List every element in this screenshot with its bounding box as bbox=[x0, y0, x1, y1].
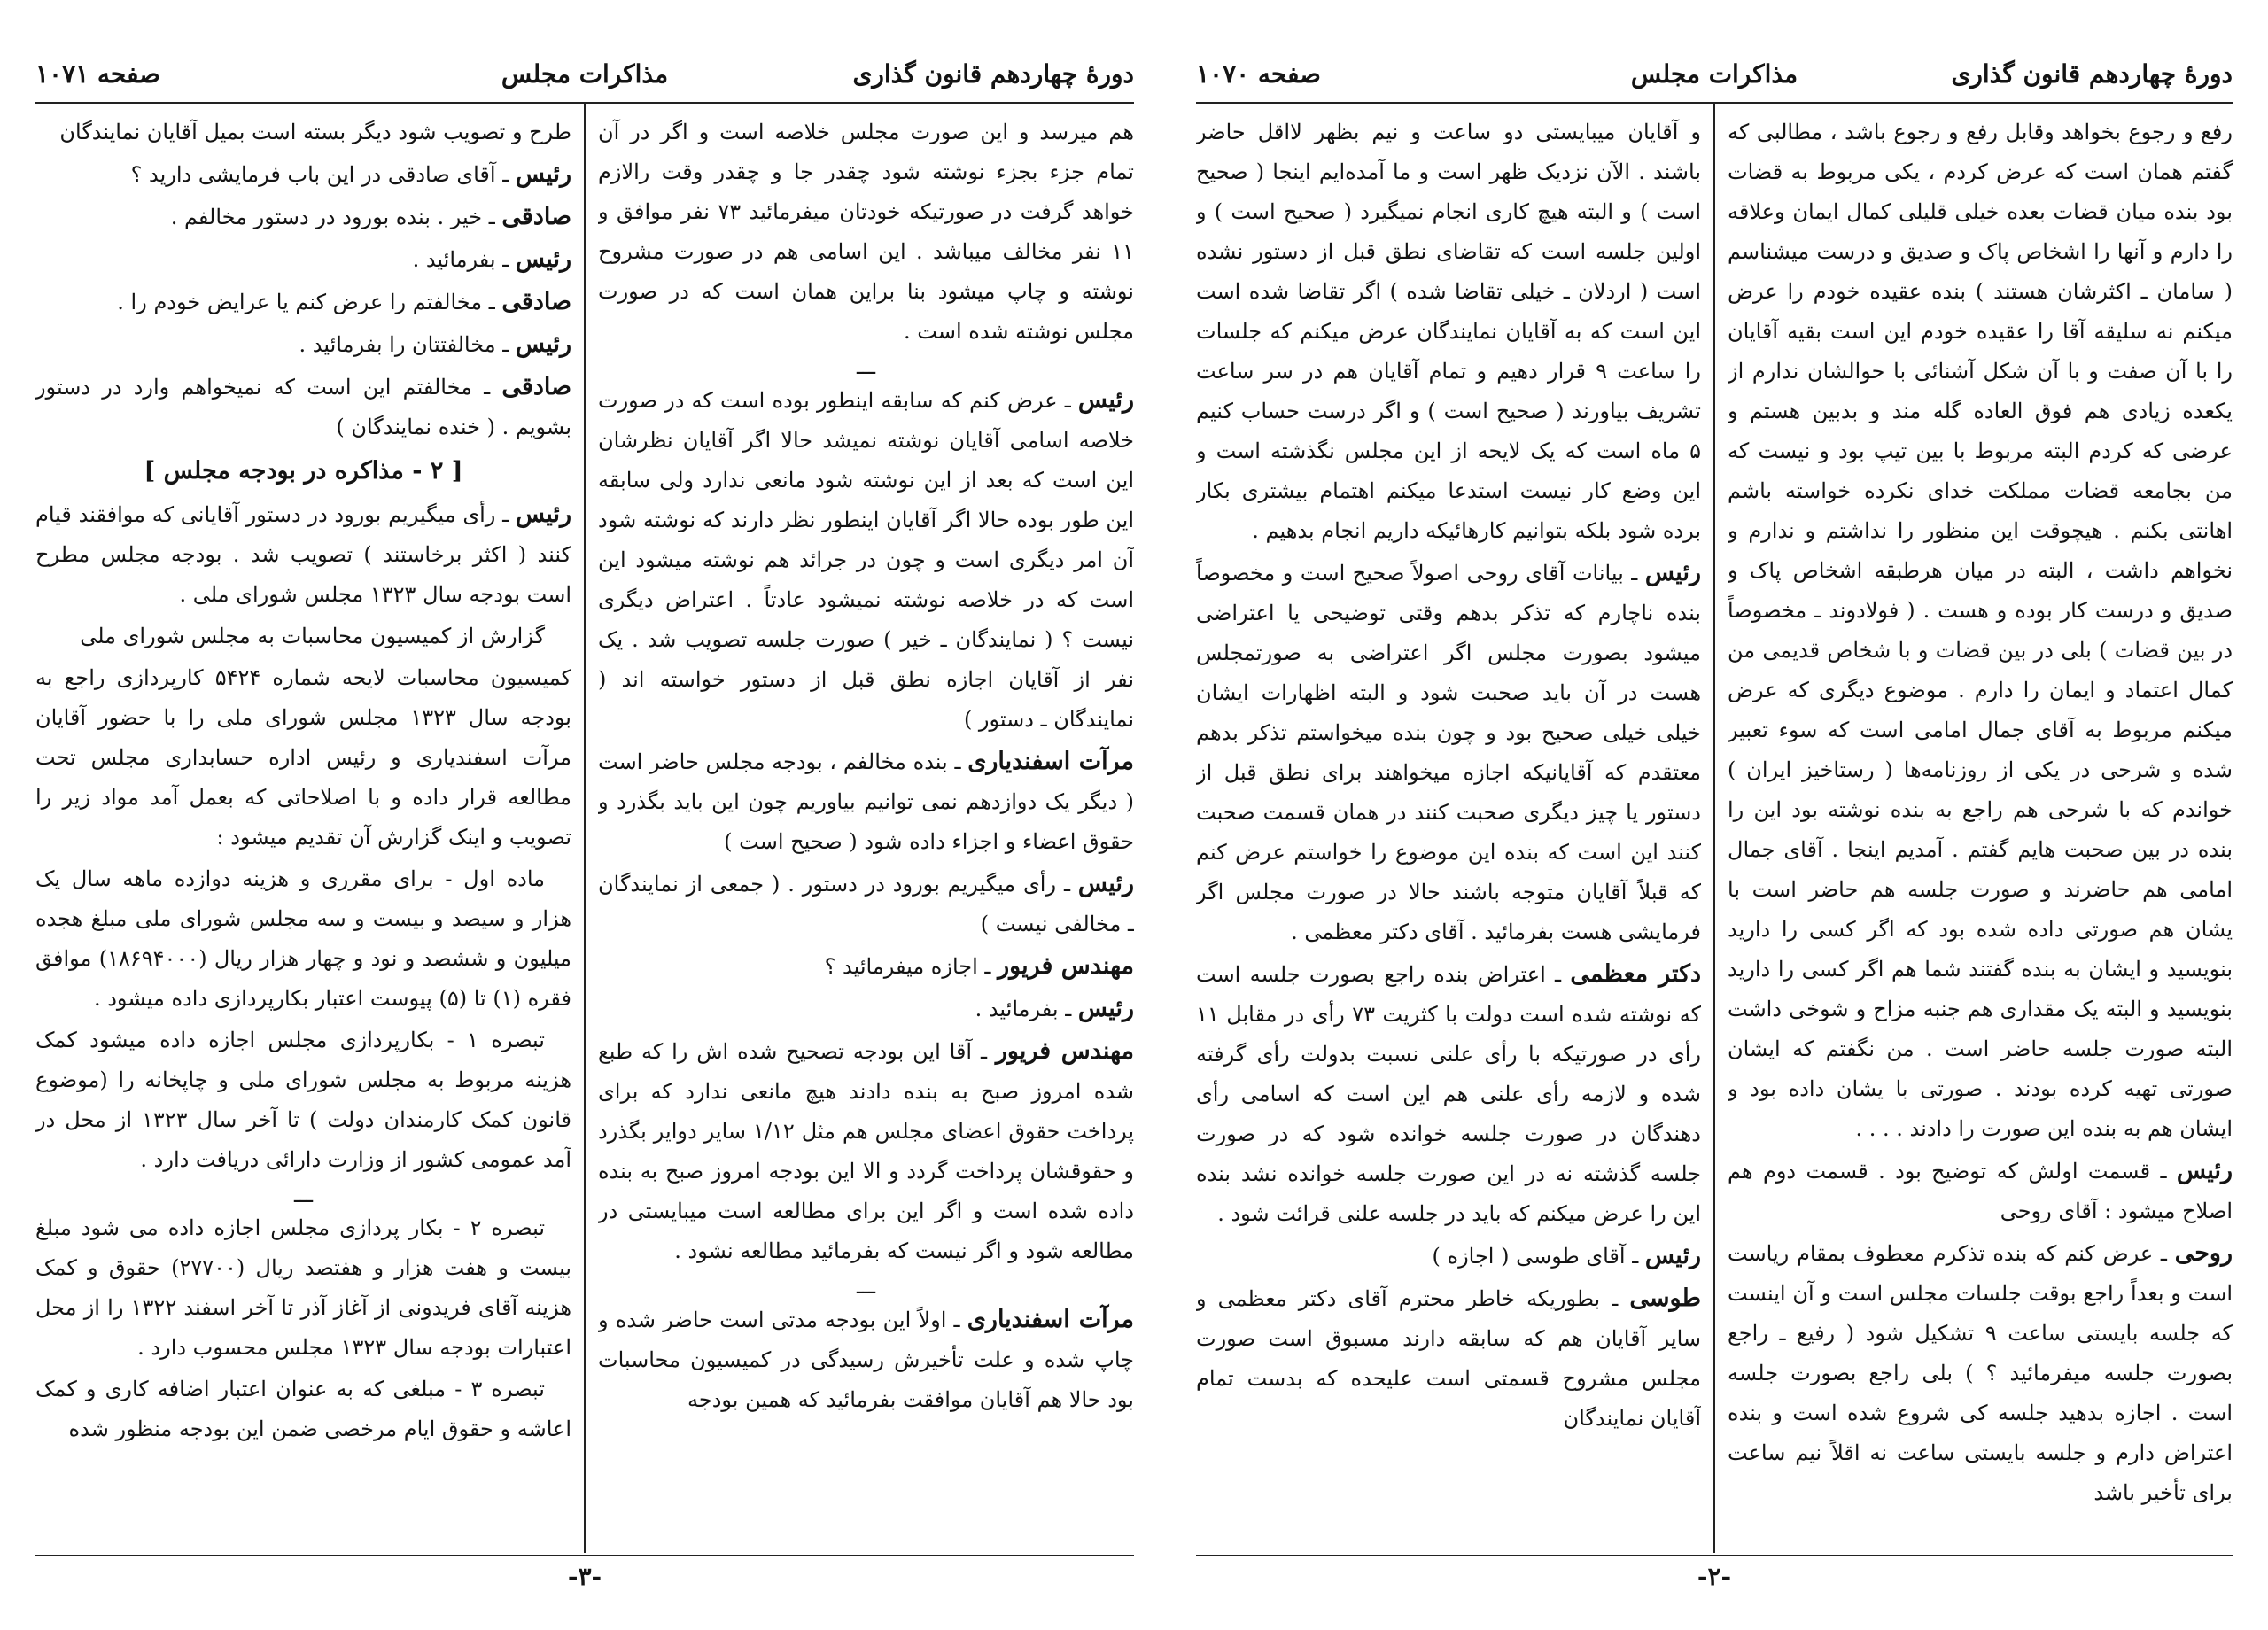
paragraph-text: رفع و رجوع بخواهد وقابل رفع و رجوع باشد ، مطالبی که گفتم همان است که عرض کردم ، یکی مربوط به قضات بود بنده میان قضات بعده خیلی قلیلی کمال ایمان وعلاقه را دارم و آنها را اشخاص پاک و صدیق و درست میشناسم ( سامان ـ اکثرشان هستند ) بنده عقیده خودم را عرض میکنم نه سلیقه آقا را عقیده خودم این است بقیه آقایان را با آن صفت و با آن شکل آشنائی با حوالشان ندارم از یکعده زیادی هم فوق العاده گله مند و بدبین هستم و عرضی که کردم البته مربوط با بین تیپ بود و نیست که من بجامعه قضات مملکت خدای نکرده خواسته باشم اهانتی بکنم . هیچوقت این منظور را نداشتم و ندارم و نخواهم داشت ، البته در میان هرطبقه اشخاص پاک و صدیق و درست کار بوده و هست . ( فولادوند ـ مخصوصاً در بین قضات ) بلی در بین قضات و با شخاص قدیمی من کمال اعتماد و ایمان را دارم . موضوع دیگری که عرض میکنم مربوط به آقای جمال امامی است که سوء تعبیر شده و شرحی در یکی از روزنامه‌ها ( رستاخیز ایران ) خواندم که با شرحی هم راجع به بنده نوشته بود این را بنده در بین صحبت هایم گفتم . آمدیم اینجا . آقای جمال امامی هم حاضرند و صورت جلسه هم حاضر است با یشان هم صورتی داده شده بود که اگر کسی را دارید بنویسید و ایشان به بنده گفتند شما هم اگر کسی را دارید بنویسید و البته یک مقداری هم جنبه مزاح و شوخی داشت البته صورت جلسه حاضر است . من نگفتم که ایشان صورتی تهیه کرده بودند . صورتی با یشان داده بود و ایشان هم به بنده این صورت را دادند . . . . bbox=[1728, 120, 2233, 1141]
paragraph-text: تبصره ۲ - بکار پردازی مجلس اجازه داده می شود مبلغ بیست و هفت هزار و هفتصد ریال (۲۷۷۰۰) حقوق و کمک هزینه آقای فریدونی از آغاز آذر تا آخر اسفند ۱۳۲۲ را از محل اعتبارات بودجه سال ۱۳۲۳ مجلس محسوب دارد . bbox=[35, 1215, 571, 1360]
speaker-name: رئیس bbox=[1077, 995, 1134, 1022]
speech-paragraph: رئیس ـ رأی میگیریم بورود در دستور . ( جمعی از نمایندگان ـ مخالفی نیست ) bbox=[598, 870, 1134, 936]
speech-paragraph: رئیس ـ بفرمائید . bbox=[412, 245, 571, 273]
header-title: مذاکرات مجلس bbox=[501, 59, 669, 89]
text-paragraph bbox=[35, 658, 571, 858]
header-term: دورهٔ چهاردهم قانون گذاری bbox=[852, 59, 1134, 89]
column-divider bbox=[584, 104, 586, 1553]
speaker-name: دکتر معظمی bbox=[1570, 960, 1701, 988]
speaker-name: صادقی bbox=[501, 288, 571, 315]
text-paragraph bbox=[1196, 113, 1701, 551]
paragraph-text: آقای صادقی در این باب فرمایشی دارید ؟ bbox=[130, 162, 496, 187]
paragraph-text: بطوریکه خاطر محترم آقای دکتر معظمی و سایر آقایان هم که سابقه دارند مسبوق است صورت مجلس مشروح قسمتی است علیحده که بدست تمام آقایان نمایندگان bbox=[1196, 1286, 1701, 1431]
paragraph-text: بفرمائید . bbox=[412, 247, 496, 272]
speech-paragraph: رئیس ـ مخالفتتان را بفرمائید . bbox=[299, 330, 571, 358]
speaker-name: طوسی bbox=[1629, 1285, 1701, 1312]
page-number: -۲- bbox=[1697, 1562, 1732, 1591]
speech-paragraph: دکتر معظمی ـ اعتراض بنده راجع بصورت جلسه است که نوشته شده است دولت با کثریت ۷۳ رأی در مقابل ۱۱ رأی در صورتیکه با رأی علنی نسبت بدولت رأی گرفته شده و لازمه رأی علنی هم این است که اسامی رأی دهندگان در صورت جلسه خوانده شود که در صورت جلسه گذشته نه در این صورت جلسه خوانده نشد بنده این را عرض میکنم که باید در جلسه علنی قرائت شود . bbox=[1196, 960, 1701, 1226]
paragraph-text: تبصره ۱ - بکارپردازی مجلس اجازه داده میشود کمک هزینه مربوط به مجلس شورای ملی و چاپخانه را (موضوع قانون کمک کارمندان دولت ) تا آخر سال ۱۳۲۳ از محل در آمد عمومی کشور از وزارت دارائی دریافت دارد . bbox=[35, 1028, 571, 1172]
paragraph-text: کمیسیون محاسبات لایحه شماره ۵۴۲۴ کارپردازی راجع به بودجه سال ۱۳۲۳ مجلس شورای ملی را با حضور آقایان مرآت اسفندیاری و رئیس اداره حسابداری مجلس تحت مطالعه قرار داده و با اصلاحاتی که بعمل آمد مواد زیر را تصویب و اینک گزارش آن تقدیم میشود : bbox=[35, 665, 571, 850]
header-term: دورهٔ چهاردهم قانون گذاری bbox=[1951, 59, 2233, 89]
paragraph-text: اولاً این بودجه مدتی است حاضر شده و چاپ شده و علت تأخیرش رسیدگی در کمیسیون محاسبات بود حالا هم آقایان موافقت بفرمائید که همین بودجه bbox=[598, 1308, 1134, 1412]
paragraph-text: رأی میگیریم بورود در دستور . ( جمعی از نمایندگان ـ مخالفی نیست ) bbox=[598, 872, 1134, 936]
text-paragraph bbox=[1728, 113, 2233, 1149]
speaker-name: رئیس bbox=[1077, 386, 1134, 414]
header-page-label: صفحه ۱۰۷۱ bbox=[35, 59, 160, 89]
speaker-name: صادقی bbox=[501, 373, 571, 400]
text-paragraph bbox=[35, 1208, 571, 1368]
speaker-name: رئیس bbox=[1644, 1242, 1701, 1269]
speech-paragraph: رئیس ـ رأی میگیریم بورود در دستور آقایانی که موافقند قیام کنند ( اکثر برخاستند ) تصویب شد . بودجه مجلس مطرح است بودجه سال ۱۳۲۳ مجلس شورای ملی . bbox=[35, 501, 571, 607]
section-heading: [ ۲ - مذاکره در بودجه مجلس ] bbox=[144, 457, 463, 485]
header-title: مذاکرات مجلس bbox=[1630, 59, 1798, 89]
paragraph-text: قسمت اولش که توضیح بود . قسمت دوم هم اصلاح میشود : آقای روحی bbox=[1728, 1159, 2233, 1223]
paragraph-text: و آقایان میبایستی دو ساعت و نیم بظهر لااقل حاضر باشند . الآن نزدیک ظهر است و ما آمده‌ایم اینجا ( صحیح است ) و البته هیچ کاری انجام نمیگیرد ( صحیح است ) و اولین جلسه است که تقاضای نطق قبل از دستور نشده است ( اردلان ـ خیلی تقاضا شده ) اگر تقاضا شده است این است که به آقایان نمایندگان عرض میکنم که جلسات را ساعت ۹ قرار دهیم و تمام آقایان هم در سر ساعت تشریف بیاورند ( صحیح است ) و اگر درست حساب کنیم ۵ ماه است که یک لایحه از این مجلس نگذشته است و این وضع کار نیست استدعا میکنم اهتمام بیشتری بکار برده شود بلکه بتوانیم کارهائیکه داریم انجام بدهیم . bbox=[1196, 120, 1701, 543]
paragraph-text: ماده اول - برای مقرری و هزینه دوازده ماهه سال یک هزار و سیصد و بیست و سه مجلس شورای ملی مبلغ هجده میلیون و ششصد و نود و چهار هزار ریال (۱۸۶۹۴۰۰۰) موافق فقره (۱) تا (۵) پیوست اعتبار بکارپردازی داده میشود . bbox=[35, 866, 571, 1011]
speech-paragraph: روحی ـ عرض کنم که بنده تذکرم معطوف بمقام ریاست است و بعداً راجع بوقت جلسات مجلس است و آن اینست که جلسه بایستی ساعت ۹ تشکیل شود ( رفیع ـ راجع بصورت جلسه میفرمائید ؟ ) بلی راجع بصورت جلسه است . اجازه بدهید جلسه کی شروع شده است و بنده اعتراض دارم و جلسه بایستی ساعت نه اقلاً نیم ساعت برای تأخیر باشد bbox=[1728, 1239, 2233, 1505]
speaker-name: رئیس bbox=[1077, 870, 1134, 897]
right-page bbox=[1196, 49, 2233, 1608]
text-paragraph bbox=[35, 859, 571, 1019]
speaker-name: رئیس bbox=[515, 245, 571, 273]
column-left bbox=[1196, 113, 1701, 1548]
paragraph-text: عرض کنم که سابقه اینطور بوده است که در صورت خلاصه اسامی آقایان نوشته نمیشد حالا اگر آقایان نظرشان این است که بعد از این نوشته شود مانعی ندارد ولی سابقه این طور بوده حالا اگر آقایان اینطور نظر دارند که نوشته شود آن امر دیگری است و چون در جرائد هم نوشته میشود این است که در خلاصه نوشته نمیشود عادتاً . اعتراض دیگری نیست ؟ ( نمایندگان ـ خیر ) صورت جلسه تصویب شد . یک نفر از آقایان اجازه نطق قبل از دستور خواسته اند ( نمایندگان ـ دستور ) bbox=[598, 388, 1134, 732]
speaker-name: صادقی bbox=[501, 203, 571, 230]
paragraph-text: طرح و تصویب شود دیگر بسته است بمیل آقایان نمایندگان bbox=[59, 120, 571, 144]
speaker-name: رئیس bbox=[515, 330, 571, 358]
speech-paragraph: رئیس ـ عرض کنم که سابقه اینطور بوده است که در صورت خلاصه اسامی آقایان نوشته نمیشد حالا اگر آقایان نظرشان این است که بعد از این نوشته شود مانعی ندارد ولی سابقه این طور بوده حالا اگر آقایان اینطور نظر دارند که نوشته شود آن امر دیگری است و چون در جرائد هم نوشته میشود این است که در خلاصه نوشته نمیشود عادتاً . اعتراض دیگری نیست ؟ ( نمایندگان ـ خیر ) صورت جلسه تصویب شد . یک نفر از آقایان اجازه نطق قبل از دستور خواسته اند ( نمایندگان ـ دستور ) bbox=[598, 386, 1134, 732]
speaker-name: روحی bbox=[2174, 1239, 2233, 1267]
column-divider bbox=[1713, 104, 1715, 1553]
speech-paragraph: رئیس ـ آقای صادقی در این باب فرمایشی دارید ؟ bbox=[130, 160, 571, 188]
speech-paragraph: مرآت اسفندیاری ـ بنده مخالفم ، بودجه مجلس حاضر است ( دیگر یک دوازدهم نمی توانیم بیاوریم چون این باید بگذرد و حقوق اعضاء و اجزاء داده شود ( صحیح است ) bbox=[598, 748, 1134, 854]
header-page-label: صفحه ۱۰۷۰ bbox=[1196, 59, 1321, 89]
page-header bbox=[35, 49, 1134, 102]
page-header bbox=[1196, 49, 2233, 102]
speaker-name: رئیس bbox=[2176, 1157, 2233, 1184]
speech-paragraph: طوسی ـ بطوریکه خاطر محترم آقای دکتر معظمی و سایر آقایان هم که سابقه دارند مسبوق است صورت مجلس مشروح قسمتی است علیحده که بدست تمام آقایان نمایندگان bbox=[1196, 1285, 1701, 1431]
speech-paragraph: صادقی ـ مخالفتم را عرض کنم یا عرایض خودم را . bbox=[117, 288, 571, 315]
text-paragraph bbox=[598, 113, 1134, 352]
paragraph-text: مخالفتم را عرض کنم یا عرایض خودم را . bbox=[117, 290, 483, 314]
speaker-name: رئیس bbox=[515, 160, 571, 188]
paragraph-text: مخالفتم این است که نمیخواهم وارد در دستور بشویم . ( خنده نمایندگان ) bbox=[35, 375, 571, 439]
speaker-name: مرآت اسفندیاری bbox=[967, 1306, 1134, 1333]
speech-paragraph: رئیس ـ قسمت اولش که توضیح بود . قسمت دوم هم اصلاح میشود : آقای روحی bbox=[1728, 1157, 2233, 1223]
paragraph-text: هم میرسد و این صورت مجلس خلاصه است و اگر در آن تمام جزء بجزء نوشته شود چقدر جا و چقدر وقت رالازم خواهد گرفت در صورتیکه خودتان میفرمائید ۷۳ نفر موافق و ۱۱ نفر مخالف میباشد . این اسامی هم در صورت مشروح نوشته و چاپ میشود بنا براین همان است که در صورت مجلس نوشته شده است . bbox=[598, 120, 1134, 344]
column-right bbox=[1728, 113, 2233, 1548]
speaker-name: رئیس bbox=[1644, 559, 1701, 586]
column-right bbox=[598, 113, 1134, 1548]
paragraph-text: بفرمائید . bbox=[975, 997, 1059, 1021]
column-left bbox=[35, 113, 571, 1548]
speech-paragraph: مهندس فریور ـ آقا این بودجه تصحیح شده اش را که طبع شده امروز صبح به بنده دادند هیچ مانعی ندارد که برای پرداخت حقوق اعضای مجلس هم مثل ۱/۱۲ سایر دوایر بگذرد و حقوقشان پرداخت گردد و الا این بودجه امروز صبح به بنده داده شده است و اگر این برای مطالعه است میبایستی در مطالعه شود و اگر نیست که بفرمائید مطالعه نشود . bbox=[598, 1037, 1134, 1263]
speech-paragraph: صادقی ـ مخالفتم این است که نمیخواهم وارد در دستور بشویم . ( خنده نمایندگان ) bbox=[35, 373, 571, 439]
page-number: -۳- bbox=[567, 1562, 602, 1591]
paragraph-text: آقا این بودجه تصحیح شده اش را که طبع شده امروز صبح به بنده دادند هیچ مانعی ندارد که برای پرداخت حقوق اعضای مجلس هم مثل ۱/۱۲ سایر دوایر بگذرد و حقوقشان پرداخت گردد و الا این بودجه امروز صبح به بنده داده شده است و اگر این برای مطالعه است میبایستی در مطالعه شود و اگر نیست که بفرمائید مطالعه نشود . bbox=[598, 1039, 1134, 1263]
text-paragraph bbox=[35, 617, 571, 656]
paragraph-text: اعتراض بنده راجع بصورت جلسه است که نوشته شده است دولت با کثریت ۷۳ رأی در مقابل ۱۱ رأی در صورتیکه با رأی علنی نسبت بدولت رأی گرفته شده و لازمه رأی علنی هم این است که اسامی رأی دهندگان در صورت جلسه خوانده شود که در صورت جلسه گذشته نه در این صورت جلسه خوانده نشد بنده این را عرض میکنم که باید در جلسه علنی قرائت شود . bbox=[1196, 962, 1701, 1226]
paragraph-text: تبصره ۳ - مبلغی که به عنوان اعتبار اضافه کاری و کمک اعاشه و حقوق ایام مرخصی ضمن این بودجه منظور شده bbox=[35, 1377, 571, 1441]
speech-paragraph: رئیس ـ آقای طوسی ( اجازه ) bbox=[1432, 1242, 1701, 1269]
paragraph-text: رأی میگیریم بورود در دستور آقایانی که موافقند قیام کنند ( اکثر برخاستند ) تصویب شد . بودجه مجلس مطرح است بودجه سال ۱۳۲۳ مجلس شورای ملی . bbox=[35, 502, 571, 607]
left-page bbox=[35, 49, 1134, 1608]
speech-paragraph: مهندس فریور ـ اجازه میفرمائید ؟ bbox=[824, 952, 1134, 980]
paragraph-text: مخالفتتان را بفرمائید . bbox=[299, 332, 496, 357]
speaker-name: مهندس فریور bbox=[995, 1037, 1134, 1065]
footer-rule bbox=[35, 1555, 1134, 1556]
text-paragraph bbox=[35, 113, 571, 152]
paragraph-text: عرض کنم که بنده تذکرم معطوف بمقام ریاست است و بعداً راجع بوقت جلسات مجلس است و آن اینست که جلسه بایستی ساعت ۹ تشکیل شود ( رفیع ـ راجع بصورت جلسه میفرمائید ؟ ) بلی راجع بصورت جلسه است . اجازه بدهید جلسه کی شروع شده است و بنده اعتراض دارم و جلسه بایستی ساعت نه اقلاً نیم ساعت برای تأخیر باشد bbox=[1728, 1241, 2233, 1505]
paragraph-text: خیر . بنده بورود در دستور مخالفم . bbox=[170, 205, 483, 229]
text-paragraph bbox=[35, 1370, 571, 1449]
separator: ـــ bbox=[856, 1274, 876, 1299]
text-paragraph bbox=[35, 1021, 571, 1180]
speaker-name: رئیس bbox=[515, 501, 571, 528]
paragraph-text: آقای طوسی ( اجازه ) bbox=[1432, 1244, 1626, 1269]
speaker-name: مرآت اسفندیاری bbox=[967, 748, 1134, 775]
speech-paragraph: مرآت اسفندیاری ـ اولاً این بودجه مدتی است حاضر شده و چاپ شده و علت تأخیرش رسیدگی در کمیسیون محاسبات بود حالا هم آقایان موافقت بفرمائید که همین بودجه bbox=[598, 1306, 1134, 1412]
paragraph-text: بیانات آقای روحی اصولاً صحیح است و مخصوصاً بنده ناچارم که تذکر بدهم وقتی توضیحی یا اعتراضی میشود بصورت مجلس اگر اعتراضی به صورتمجلس هست در آن باید صحبت شود و البته اظهارات ایشان خیلی خیلی صحیح بود و چون بنده میخواستم تذکر بدهم معتقدم که آقایانیکه اجازه میخواهند برای نطق قبل از دستور یا چیز دیگری صحبت کنند در همان قسمت صحبت کنند این است که بنده این موضوع را خواستم عرض کنم که قبلاً آقایان متوجه باشند حالا در صورت مجلس اگر فرمایشی هست بفرمائید . آقای دکتر معظمی . bbox=[1196, 561, 1701, 944]
paragraph-text: بنده مخالفم ، بودجه مجلس حاضر است ( دیگر یک دوازدهم نمی توانیم بیاوریم چون این باید بگذرد و حقوق اعضاء و اجزاء داده شود ( صحیح است ) bbox=[598, 749, 1134, 854]
speech-paragraph: صادقی ـ خیر . بنده بورود در دستور مخالفم . bbox=[170, 203, 571, 230]
speech-paragraph: رئیس ـ بفرمائید . bbox=[975, 995, 1134, 1022]
speaker-name: مهندس فریور bbox=[998, 952, 1134, 980]
footer-rule bbox=[1196, 1555, 2233, 1556]
speech-paragraph: رئیس ـ بیانات آقای روحی اصولاً صحیح است و مخصوصاً بنده ناچارم که تذکر بدهم وقتی توضیحی یا اعتراضی میشود بصورت مجلس اگر اعتراضی به صورتمجلس هست در آن باید صحبت شود و البته اظهارات ایشان خیلی خیلی صحیح بود و چون بنده میخواستم تذکر بدهم معتقدم که آقایانیکه اجازه میخواهند برای نطق قبل از دستور یا چیز دیگری صحبت کنند در همان قسمت صحبت کنند این است که بنده این موضوع را خواستم عرض کنم که قبلاً آقایان متوجه باشند حالا در صورت مجلس اگر فرمایشی هست بفرمائید . آقای دکتر معظمی . bbox=[1196, 559, 1701, 944]
paragraph-text: اجازه میفرمائید ؟ bbox=[824, 954, 978, 979]
separator: ـــ bbox=[293, 1183, 314, 1207]
paragraph-text: گزارش از کمیسیون محاسبات به مجلس شورای ملی bbox=[80, 624, 545, 648]
separator: ـــ bbox=[856, 354, 876, 379]
